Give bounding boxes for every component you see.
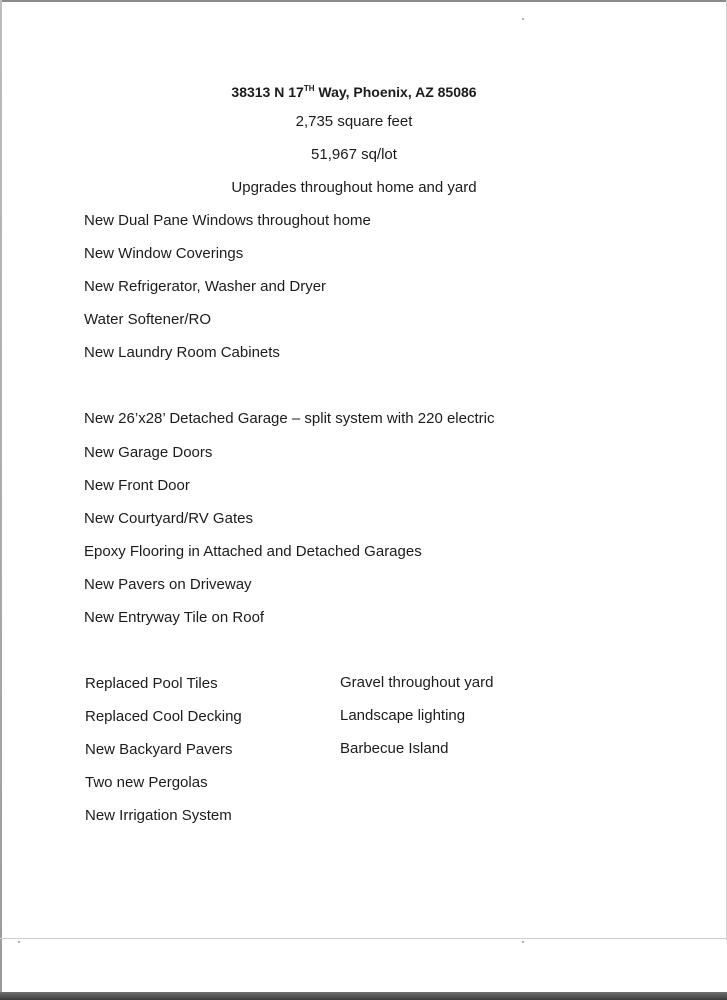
square-feet: 2,735 square feet [295,113,413,130]
list-item: New Refrigerator, Washer and Dryer [84,278,327,295]
scan-edge-top [0,0,727,2]
list-item: New Laundry Room Cabinets [84,344,280,361]
address-street: 38313 N 17 [231,84,304,100]
property-address [0,80,708,101]
list-item: New Window Coverings [84,245,244,262]
scan-speck [522,18,524,20]
list-item: New Dual Pane Windows throughout home [84,212,371,229]
list-item: New Backyard Pavers [85,741,233,758]
scan-edge-bottom [0,992,727,1000]
list-item: New Courtyard/RV Gates [84,510,253,527]
scan-speck [522,941,524,943]
list-item: New Front Door [84,477,190,494]
list-item: New Pavers on Driveway [84,576,252,593]
list-item: Gravel throughout yard [340,674,494,691]
scan-speck [18,941,20,943]
list-item: New Entryway Tile on Roof [84,609,265,626]
list-item: New 26’x28’ Detached Garage – split system with 220 electric [84,410,495,427]
subtitle: Upgrades throughout home and yard [231,179,477,196]
address-city-state-zip: Way, Phoenix, AZ 85086 [314,84,477,100]
list-item: Epoxy Flooring in Attached and Detached Garages [84,543,422,560]
list-item: Replaced Cool Decking [85,708,242,725]
address-ordinal-suffix: TH [303,84,315,93]
list-item: Water Softener/RO [84,311,211,328]
list-item: Replaced Pool Tiles [85,675,218,692]
lot-size: 51,967 sq/lot [311,146,397,163]
list-item: Two new Pergolas [85,774,208,791]
list-item: New Garage Doors [84,444,213,461]
scan-fold-line [0,938,727,939]
list-item: Landscape lighting [340,707,466,724]
list-item: Barbecue Island [340,740,449,757]
list-item: New Irrigation System [85,807,232,824]
